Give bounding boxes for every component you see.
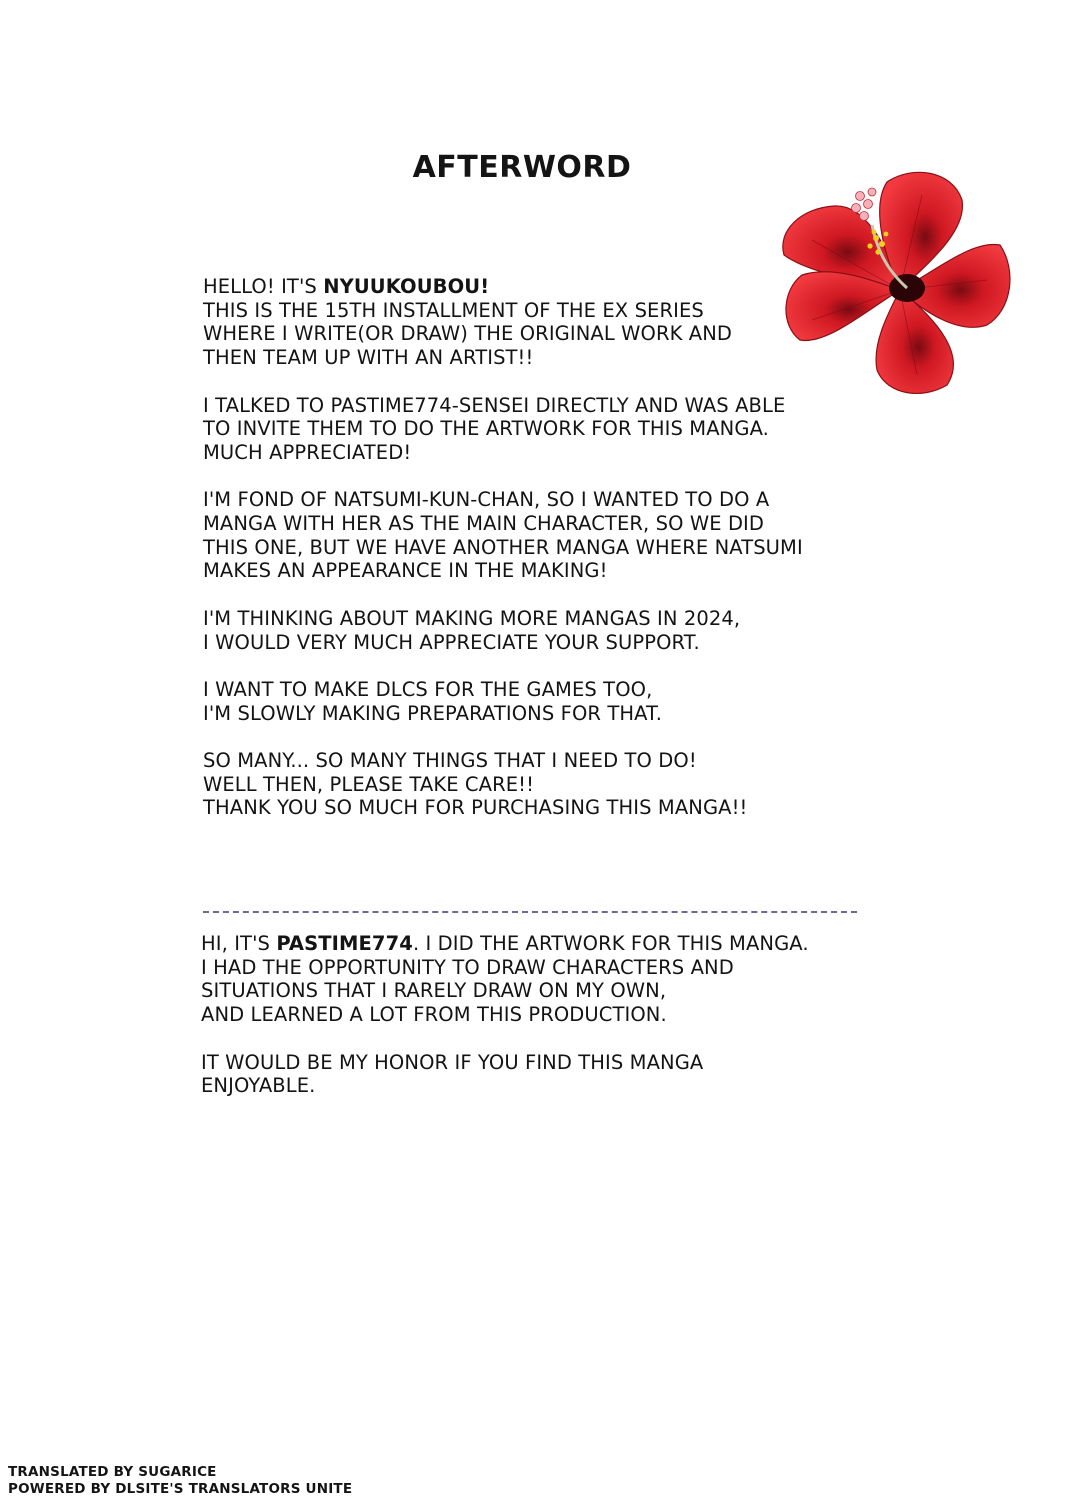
page-title: AFTERWORD bbox=[412, 150, 632, 185]
text-line: AND LEARNED A LOT FROM THIS PRODUCTION. bbox=[201, 1003, 667, 1027]
author-paragraph-3 bbox=[203, 488, 803, 583]
text-line: ENJOYABLE. bbox=[201, 1074, 316, 1098]
artist-paragraph-1 bbox=[201, 932, 809, 1027]
translator-credit: TRANSLATED BY SUGARICE bbox=[8, 1464, 217, 1480]
author-paragraph-4 bbox=[203, 607, 803, 654]
author-paragraph-2 bbox=[203, 394, 803, 465]
translation-credits bbox=[8, 1464, 352, 1498]
text-line: THANK YOU SO MUCH FOR PURCHASING THIS MANGA!! bbox=[203, 796, 748, 820]
artist-name: PASTIME774 bbox=[276, 932, 413, 955]
text-line: WHERE I WRITE(OR DRAW) THE ORIGINAL WORK AND bbox=[203, 322, 733, 346]
text-line: SITUATIONS THAT I RARELY DRAW ON MY OWN, bbox=[201, 979, 667, 1003]
section-divider bbox=[203, 911, 857, 913]
greeting-text: HELLO! IT'S bbox=[203, 275, 324, 298]
author-message bbox=[203, 275, 803, 820]
powered-by-credit: POWERED BY DLSITE'S TRANSLATORS UNITE bbox=[8, 1481, 353, 1497]
text-line: THEN TEAM UP WITH AN ARTIST!! bbox=[203, 346, 534, 370]
text-line: MANGA WITH HER AS THE MAIN CHARACTER, SO WE DID bbox=[203, 512, 765, 535]
text-line: I'M SLOWLY MAKING PREPARATIONS FOR THAT. bbox=[203, 701, 663, 725]
author-paragraph-1 bbox=[203, 275, 803, 370]
text-line: MUCH APPRECIATED! bbox=[203, 440, 412, 464]
text-line: I'M FOND OF NATSUMI-KUN-CHAN, SO I WANTED TO DO A bbox=[203, 488, 770, 512]
author-paragraph-5 bbox=[203, 678, 803, 725]
text-line: I TALKED TO PASTIME774-SENSEI DIRECTLY AND WAS ABLE bbox=[203, 393, 786, 417]
text-line: IT WOULD BE MY HONOR IF YOU FIND THIS MANGA bbox=[201, 1050, 704, 1074]
artist-message bbox=[201, 932, 809, 1098]
artist-paragraph-2 bbox=[201, 1051, 809, 1098]
author-name: NYUUKOUBOU! bbox=[323, 275, 490, 298]
text-line: SO MANY... SO MANY THINGS THAT I NEED TO DO! bbox=[203, 748, 697, 772]
text-line: I'M THINKING ABOUT MAKING MORE MANGAS IN 2024, bbox=[203, 606, 741, 630]
greeting-text: HI, IT'S bbox=[201, 932, 277, 955]
text-line: I HAD THE OPPORTUNITY TO DRAW CHARACTERS AND bbox=[201, 955, 734, 979]
text-line: I WANT TO MAKE DLCS FOR THE GAMES TOO, bbox=[203, 677, 653, 701]
text-line: MAKES AN APPEARANCE IN THE MAKING! bbox=[203, 559, 608, 583]
text-line: I WOULD VERY MUCH APPRECIATE YOUR SUPPORT. bbox=[203, 630, 700, 654]
author-paragraph-6 bbox=[203, 749, 803, 820]
text-line: TO INVITE THEM TO DO THE ARTWORK FOR THIS MANGA. bbox=[203, 417, 769, 441]
text-line: WELL THEN, PLEASE TAKE CARE!! bbox=[203, 772, 534, 796]
hibiscus-flower-icon bbox=[772, 160, 1016, 400]
greeting-suffix: . I DID THE ARTWORK FOR THIS MANGA. bbox=[412, 932, 809, 955]
text-line: THIS ONE, BUT WE HAVE ANOTHER MANGA WHERE NATSUMI bbox=[203, 535, 803, 559]
text-line: THIS IS THE 15TH INSTALLMENT OF THE EX SERIES bbox=[203, 298, 704, 322]
